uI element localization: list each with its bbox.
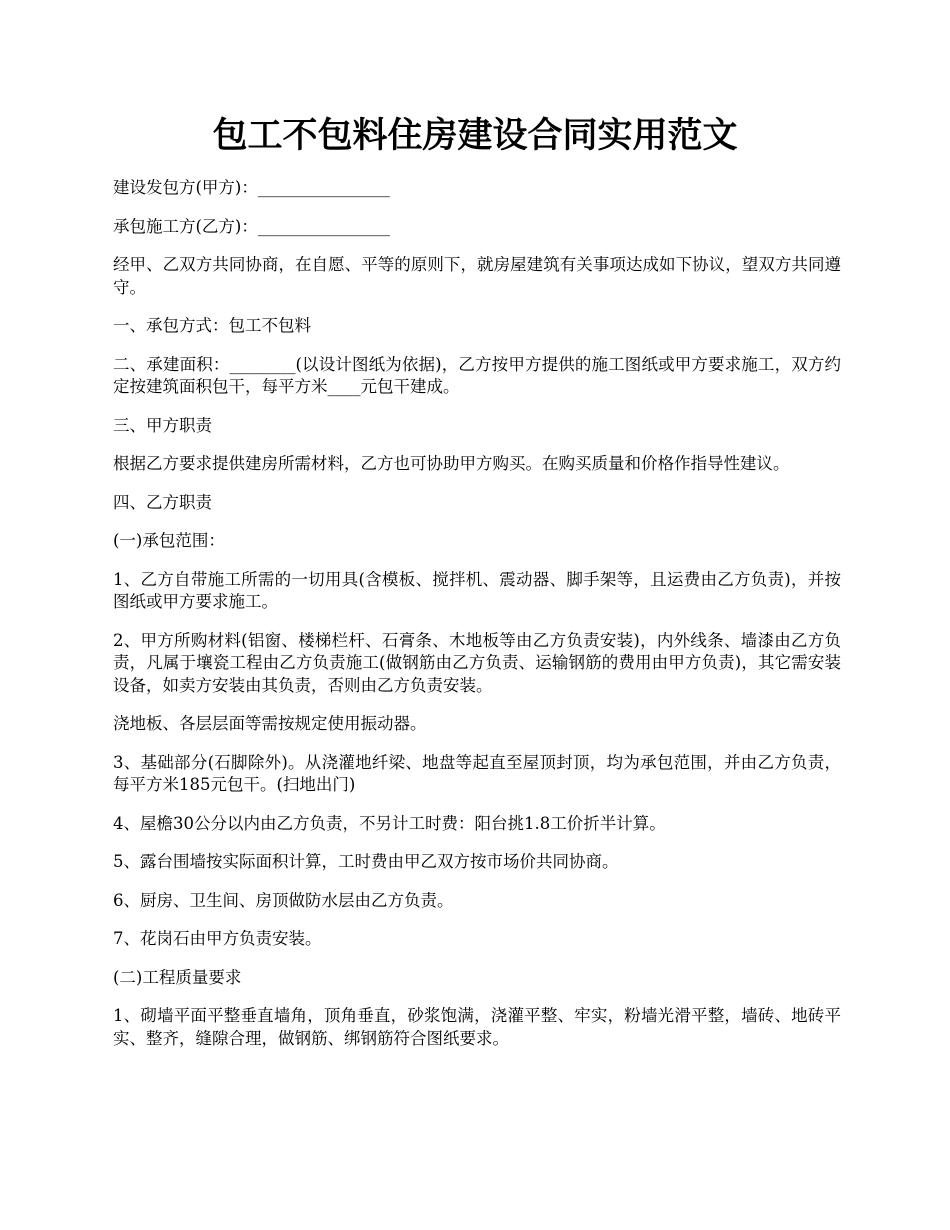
vibrator-note-paragraph: 浇地板、各层层面等需按规定使用振动器。 — [113, 714, 427, 733]
party-b-line: 承包施工方(乙方)：________________ — [113, 216, 390, 236]
scope-item-5: 5、露台围墙按实际面积计算，工时费由甲乙双方按市场价共同协商。 — [113, 852, 619, 871]
document-body — [113, 177, 841, 1066]
party-a-line: 建设发包方(甲方)：________________ — [113, 178, 390, 197]
scope-item-2: 2、甲方所购材料(铝窗、楼梯栏杆、石膏条、木地板等由乙方负责安装)，内外线条、墙漆由乙方负责，凡属于壤瓷工程由乙方负责施工(做钢筋由乙方负责、运输钢筋的费用由甲方负责)，其它需安装设备，如卖方安装由其负责，否则由乙方负责安装。 — [113, 630, 841, 695]
scope-item-1: 1、乙方自带施工所需的一切用具(含模板、搅拌机、震动器、脚手架等，且运费由乙方负责)，并按图纸或甲方要求施工。 — [113, 569, 841, 611]
scope-item-7: 7、花岗石由甲方负责安装。 — [113, 929, 322, 948]
party-a-duties-paragraph: 根据乙方要求提供建房所需材料，乙方也可协助甲方购买。在购买质量和价格作指导性建议。 — [113, 454, 790, 473]
section-heading-party-a-duties: 三、甲方职责 — [113, 415, 212, 435]
subsection-heading-quality: (二)工程质量要求 — [113, 967, 242, 987]
quality-item-1: 1、砌墙平面平整垂直墙角，顶角垂直，砂浆饱满，浇灌平整、牢实，粉墙光滑平整，墙砖、地砖平实、整齐，缝隙合理，做钢筋、绑钢筋符合图纸要求。 — [113, 1006, 841, 1048]
scope-item-4: 4、屋檐30公分以内由乙方负责，不另计工时费：阳台挑1.8工价折半计算。 — [113, 813, 666, 833]
subsection-heading-scope: (一)承包范围： — [113, 531, 225, 550]
section-heading-contract-method: 一、承包方式：包工不包料 — [113, 316, 311, 335]
section-construction-area: 二、承建面积：________(以设计图纸为依据)，乙方按甲方提供的施工图纸或甲方要求施工，双方约定按建筑面积包干，每平方米____元包干建成。 — [113, 354, 841, 396]
scope-item-6: 6、厨房、卫生间、房顶做防水层由乙方负责。 — [113, 890, 454, 910]
preamble-paragraph: 经甲、乙双方共同协商，在自愿、平等的原则下，就房屋建筑有关事项达成如下协议，望双方共同遵守。 — [113, 255, 841, 297]
document-title: 包工不包料住房建设合同实用范文 — [212, 116, 738, 156]
section-heading-party-b-duties: 四、乙方职责 — [113, 492, 212, 512]
scope-item-3: 3、基础部分(石脚除外)。从浇灌地纤梁、地盘等起直至屋顶封顶，均为承包范围，并由乙方负责，每平方米185元包干。(扫地出门) — [113, 752, 841, 794]
